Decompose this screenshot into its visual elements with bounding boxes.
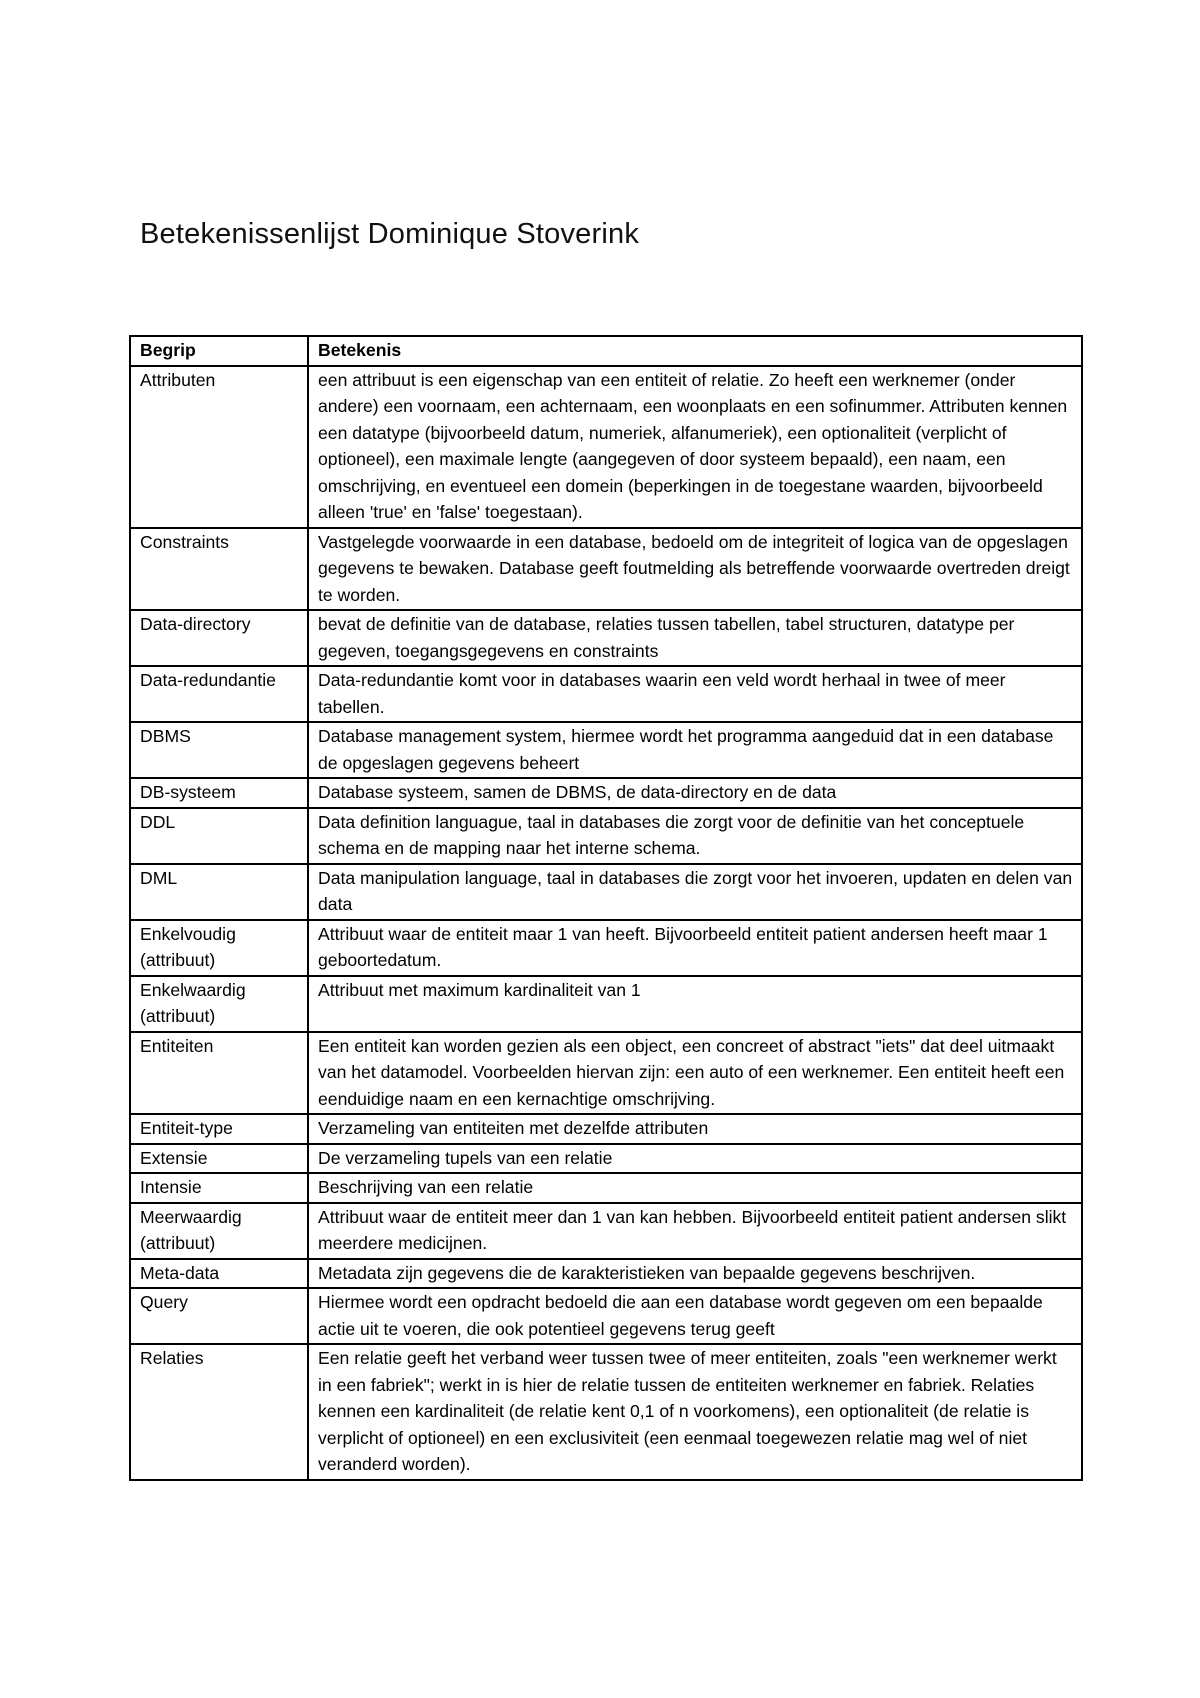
definition-cell: Een entiteit kan worden gezien als een object, een concreet of abstract "iets" dat deel uitmaakt van het datamodel. Voorbeelden hiervan zijn: een auto of een werknemer. Een entiteit heeft een eenduidige naam en een kernachtige omschrijving. bbox=[308, 1032, 1082, 1115]
term-cell: DB-systeem bbox=[130, 778, 308, 808]
definition-cell: De verzameling tupels van een relatie bbox=[308, 1144, 1082, 1174]
term-cell: DDL bbox=[130, 808, 308, 864]
table-row bbox=[130, 1114, 1082, 1144]
term-cell: DML bbox=[130, 864, 308, 920]
column-header-term: Begrip bbox=[130, 336, 308, 366]
table-row bbox=[130, 1259, 1082, 1289]
column-header-definition: Betekenis bbox=[308, 336, 1082, 366]
term-cell: Data-directory bbox=[130, 610, 308, 666]
definition-cell: Data-redundantie komt voor in databases waarin een veld wordt herhaal in twee of meer tabellen. bbox=[308, 666, 1082, 722]
table-row bbox=[130, 1288, 1082, 1344]
table-row bbox=[130, 976, 1082, 1032]
definition-cell: Verzameling van entiteiten met dezelfde attributen bbox=[308, 1114, 1082, 1144]
term-cell: Extensie bbox=[130, 1144, 308, 1174]
term-cell: Enkelvoudig (attribuut) bbox=[130, 920, 308, 976]
definition-cell: bevat de definitie van de database, relaties tussen tabellen, tabel structuren, datatype per gegeven, toegangsgegevens en constraints bbox=[308, 610, 1082, 666]
definition-cell: Database management system, hiermee wordt het programma aangeduid dat in een database de opgeslagen gegevens beheert bbox=[308, 722, 1082, 778]
glossary-table bbox=[129, 335, 1083, 1481]
table-row bbox=[130, 528, 1082, 611]
definition-cell: Data definition languague, taal in databases die zorgt voor de definitie van het conceptuele schema en de mapping naar het interne schema. bbox=[308, 808, 1082, 864]
definition-cell: Attribuut met maximum kardinaliteit van 1 bbox=[308, 976, 1082, 1032]
term-cell: Attributen bbox=[130, 366, 308, 528]
table-header-row bbox=[130, 336, 1082, 366]
term-cell: Entiteit-type bbox=[130, 1114, 308, 1144]
table-row bbox=[130, 778, 1082, 808]
term-cell: Enkelwaardig (attribuut) bbox=[130, 976, 308, 1032]
table-row bbox=[130, 610, 1082, 666]
term-cell: Relaties bbox=[130, 1344, 308, 1480]
definition-cell: Attribuut waar de entiteit maar 1 van heeft. Bijvoorbeeld entiteit patient andersen heeft maar 1 geboortedatum. bbox=[308, 920, 1082, 976]
table-row bbox=[130, 808, 1082, 864]
definition-cell: Beschrijving van een relatie bbox=[308, 1173, 1082, 1203]
term-cell: Data-redundantie bbox=[130, 666, 308, 722]
term-cell: Query bbox=[130, 1288, 308, 1344]
term-cell: Meta-data bbox=[130, 1259, 308, 1289]
document-title: Betekenissenlijst Dominique Stoverink bbox=[140, 218, 640, 250]
term-cell: DBMS bbox=[130, 722, 308, 778]
table-row bbox=[130, 920, 1082, 976]
table-row bbox=[130, 864, 1082, 920]
term-cell: Intensie bbox=[130, 1173, 308, 1203]
definition-cell: Vastgelegde voorwaarde in een database, bedoeld om de integriteit of logica van de opgeslagen gegevens te bewaken. Database geeft foutmelding als betreffende voorwaarde overtreden dreigt te worden. bbox=[308, 528, 1082, 611]
term-cell: Entiteiten bbox=[130, 1032, 308, 1115]
definition-cell: Attribuut waar de entiteit meer dan 1 van kan hebben. Bijvoorbeeld entiteit patient andersen slikt meerdere medicijnen. bbox=[308, 1203, 1082, 1259]
definition-cell: Een relatie geeft het verband weer tussen twee of meer entiteiten, zoals "een werknemer werkt in een fabriek"; werkt in is hier de relatie tussen de entiteiten werknemer en fabriek. Relaties kennen een kardinaliteit (de relatie kent 0,1 of n voorkomens), een optionaliteit (de relatie is verplicht of optioneel) en een exclusiviteit (een eenmaal toegewezen relatie mag wel of niet veranderd worden). bbox=[308, 1344, 1082, 1480]
term-cell: Meerwaardig (attribuut) bbox=[130, 1203, 308, 1259]
term-cell: Constraints bbox=[130, 528, 308, 611]
table-row bbox=[130, 722, 1082, 778]
table-row bbox=[130, 1344, 1082, 1480]
table-row bbox=[130, 1032, 1082, 1115]
definition-cell: Data manipulation language, taal in databases die zorgt voor het invoeren, updaten en delen van data bbox=[308, 864, 1082, 920]
definition-cell: Database systeem, samen de DBMS, de data-directory en de data bbox=[308, 778, 1082, 808]
definition-cell: een attribuut is een eigenschap van een entiteit of relatie. Zo heeft een werknemer (onder andere) een voornaam, een achternaam, een woonplaats en een sofinummer. Attributen kennen een datatype (bijvoorbeeld datum, numeriek, alfanumeriek), een optionaliteit (verplicht of optioneel), een maximale lengte (aangegeven of door systeem bepaald), een naam, een omschrijving, en eventueel een domein (beperkingen in de toegestane waarden, bijvoorbeeld alleen 'true' en 'false' toegestaan). bbox=[308, 366, 1082, 528]
table-row bbox=[130, 1173, 1082, 1203]
definition-cell: Hiermee wordt een opdracht bedoeld die aan een database wordt gegeven om een bepaalde actie uit te voeren, die ook potentieel gegevens terug geeft bbox=[308, 1288, 1082, 1344]
definition-cell: Metadata zijn gegevens die de karakteristieken van bepaalde gegevens beschrijven. bbox=[308, 1259, 1082, 1289]
table-row bbox=[130, 666, 1082, 722]
table-row bbox=[130, 1203, 1082, 1259]
table-row bbox=[130, 1144, 1082, 1174]
table-row bbox=[130, 366, 1082, 528]
